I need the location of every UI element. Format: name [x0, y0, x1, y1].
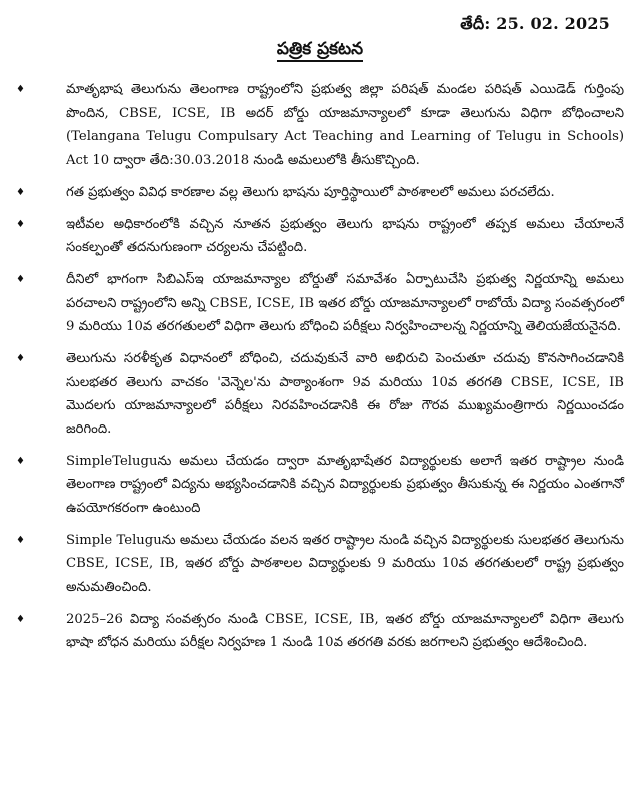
- list-item: ♦ దీనిలో భాగంగా సిబిఎస్ఇ యాజమాన్యాల బోర్డుతో సమావేశం ఏర్పాటుచేసి ప్రభుత్వ నిర్ణయాన్ని అమలు పరచాలని రాష్ట్రంలోని అన్ని CBSE, ICSE, IB ఇతర బోర్డు యాజమాన్యాలలో రాబోయే విద్యా సంవత్సరంలో 9 మరియు 10వ తరగతులలో విధిగా తెలుగు బోధించి పరీక్షలు నిర్వహించాలన్న నిర్ణయాన్ని తెలియజేయనైనది.: [66, 268, 624, 339]
- list-item: ♦ SimpleTeluguను అమలు చేయడం ద్వారా మాతృభాషేతర విద్యార్థులకు అలాగే ఇతర రాష్ట్రాల నుండి తెలంగాణ రాష్ట్రంలో విద్యను అభ్యసించడానికి వచ్చిన విద్యార్థులకు ప్రభుత్వం తీసుకున్న ఈ నిర్ణయం ఎంతగానో ఉపయోగకరంగా ఉంటుంది: [66, 450, 624, 521]
- list-item: ♦ Simple Teluguను అమలు చేయడం వలన ఇతర రాష్ట్రాల నుండి వచ్చిన విద్యార్థులకు సులభతర తెలుగును CBSE, ICSE, IB, ఇతర బోర్డు పాఠశాలల విద్యార్థులకు 9 మరియు 10వ తరగతులలో రాష్ట్ర ప్రభుత్వం అనుమతించింది.: [66, 529, 624, 600]
- page-title: [0, 39, 640, 63]
- list-item: ♦ ఇటీవల అధికారంలోకి వచ్చిన నూతన ప్రభుత్వం తెలుగు భాషను రాష్ట్రంలో తప్పక అమలు చేయాలనే సంకల్పంతో తదనుగుణంగా చర్యలను చేపట్టింది.: [66, 213, 624, 260]
- page-title-text: పత్రిక ప్రకటన: [277, 39, 363, 62]
- list-item: ♦ తెలుగును సరళీకృత విధానంలో బోధించి, చదువుకునే వారి అభిరుచి పెంచుతూ చదువు కొనసాగించడానికి సులభతర తెలుగు వాచకం 'వెన్నెల'ను పాఠ్యాంశంగా 9వ మరియు 10వ తరగతి CBSE, ICSE, IB మొదలగు యాజమాన్యాలలో పరీక్షలు నిరవహించడానికి ఈ రోజు గౌరవ ముఖ్యమంత్రిగారు నిర్ణయించడం జరిగింది.: [66, 347, 624, 441]
- list-item: ♦ 2025–26 విద్యా సంవత్సరం నుండి CBSE, ICSE, IB, ఇతర బోర్డు యాజమాన్యాలలో విధిగా తెలుగు భాషా బోధన మరియు పరీక్షల నిర్వహణ 1 నుండి 10వ తరగతి వరకు జరగాలని ప్రభుత్వం ఆదేశించింది.: [66, 608, 624, 655]
- press-release-bullet-list: [66, 78, 624, 663]
- list-item: ♦ మాతృభాష తెలుగును తెలంగాణ రాష్ట్రంలోని ప్రభుత్వ జిల్లా పరిషత్ మండల పరిషత్ ఎయిడెడ్ గుర్తింపు పొందిన, CBSE, ICSE, IB అదర్ బోర్డు యాజమాన్యాలలో కూడా తెలుగును విధిగా బోధించాలని (Telangana Telugu Compulsary Act Teaching and Learning of Telugu in Schools) Act 10 ద్వారా తేది:30.03.2018 నుండి అమలులోకి తీసుకొచ్చింది.: [66, 78, 624, 172]
- list-item: ♦ గత ప్రభుత్వం వివిధ కారణాల వల్ల తెలుగు భాషను పూర్తిస్థాయిలో పాఠశాలలో అమలు పరచలేదు.: [66, 181, 624, 205]
- press-release-date: తేదీ: 25. 02. 2025: [460, 14, 610, 33]
